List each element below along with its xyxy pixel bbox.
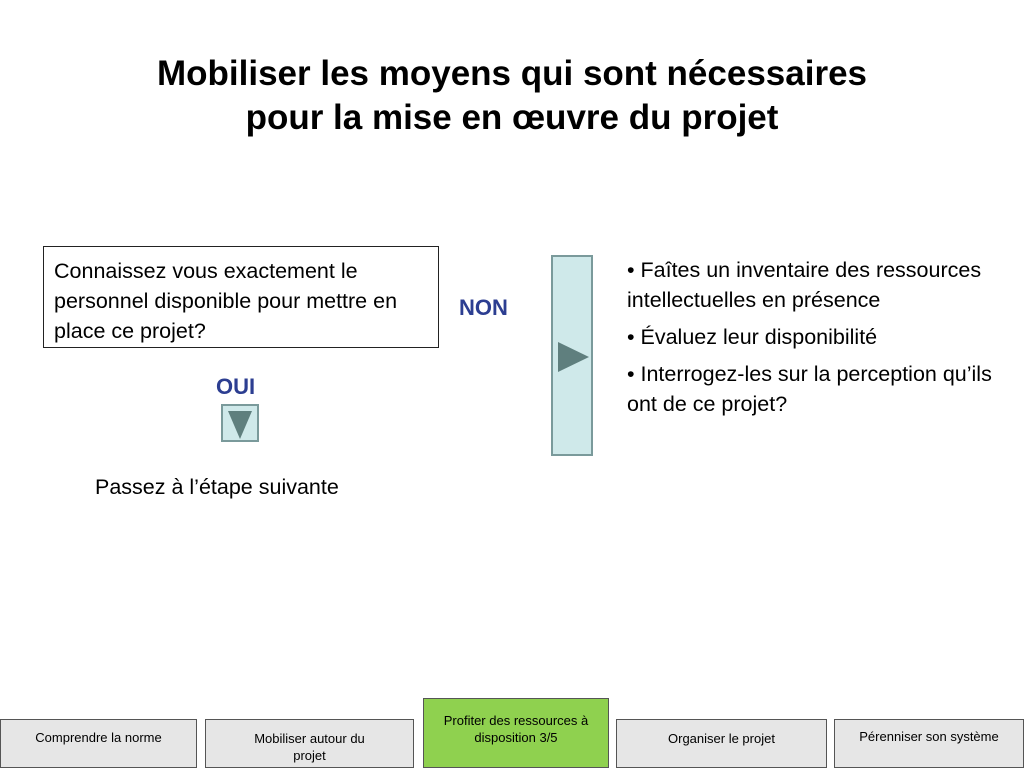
- nav-tab-label: disposition 3/5: [474, 730, 558, 745]
- no-label: NON: [459, 295, 508, 320]
- action-item: • Évaluez leur disponibilité: [627, 325, 878, 349]
- down-arrow-icon: [227, 410, 253, 440]
- nav-tab-label: Mobiliser autour du: [254, 731, 365, 746]
- nav-tab-label: Pérenniser son système: [859, 729, 999, 744]
- action-item: • Interrogez-les sur la perception qu’ils ont de ce projet?: [627, 362, 992, 416]
- nav-tab-label: projet: [293, 748, 326, 763]
- nav-tab-label: Comprendre la norme: [35, 730, 162, 745]
- action-item: • Faîtes un inventaire des ressources intellectuelles en présence: [627, 258, 982, 312]
- nav-tab-perenniser[interactable]: [834, 719, 1024, 768]
- nav-tab-label: Profiter des ressources à: [443, 713, 589, 728]
- right-arrow-icon: [556, 341, 590, 373]
- nav-tab-profiter[interactable]: [423, 698, 609, 768]
- nav-tab-organiser[interactable]: [616, 719, 827, 768]
- nav-tab-mobiliser[interactable]: [205, 719, 414, 768]
- no-arrow-button[interactable]: [551, 255, 593, 456]
- page-title: [0, 52, 1024, 140]
- nav-tab-comprendre[interactable]: [0, 719, 197, 768]
- nav-tab-label: Organiser le projet: [668, 731, 775, 746]
- title-line-2: pour la mise en œuvre du projet: [245, 98, 779, 137]
- question-box: Connaissez vous exactement le personnel disponible pour mettre en place ce projet?: [43, 246, 439, 348]
- title-line-1: Mobiliser les moyens qui sont nécessaires: [157, 54, 867, 93]
- action-list: [627, 255, 1017, 426]
- yes-arrow-button[interactable]: [221, 404, 259, 442]
- yes-label: OUI: [216, 374, 256, 399]
- next-step-text: Passez à l’étape suivante: [95, 475, 339, 499]
